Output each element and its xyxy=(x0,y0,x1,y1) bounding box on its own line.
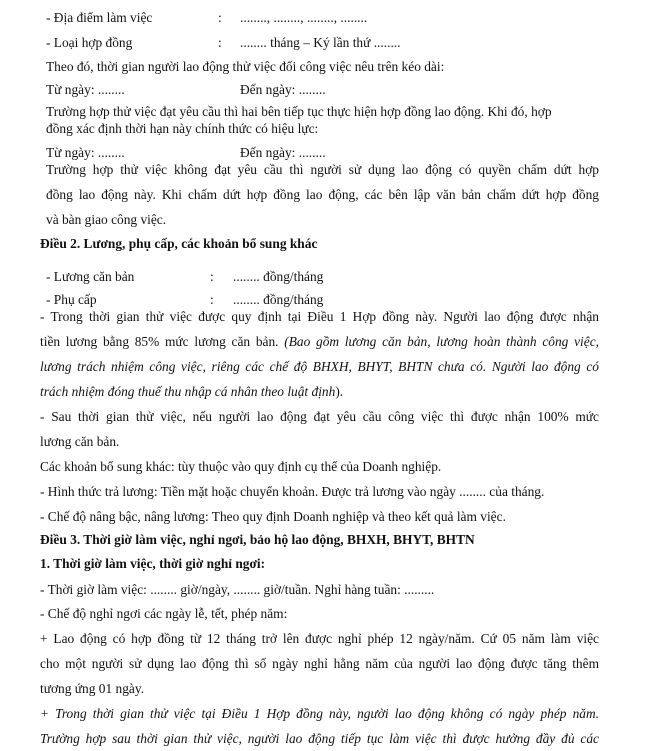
salary-probation-line-2-plain: tiền lương bằng 85% mức lương căn bản. xyxy=(40,334,285,349)
salary-probation-line-4 xyxy=(40,384,343,400)
extra-allowances: Các khoản bổ sung khác: tùy thuộc vào quy định cụ thể của Doanh nghiệp. xyxy=(40,459,442,474)
base-salary-colon: : xyxy=(210,269,214,284)
salary-after-probation-line-2: lương căn bản. xyxy=(40,434,120,449)
location-colon: : xyxy=(218,10,222,25)
probation-to-date: Đến ngày: ........ xyxy=(240,82,326,97)
allowance-value: ........ đồng/tháng xyxy=(233,292,324,307)
contract-type-colon: : xyxy=(218,35,222,50)
probation-fail-line-2: đồng lao động này. Khi chấm dứt hợp đồng lao động, các bên lập văn bản chấm dứt hợp đồng xyxy=(46,187,599,202)
base-salary-value: ........ đồng/tháng xyxy=(233,269,324,284)
article-2-heading: Điều 2. Lương, phụ cấp, các khoản bổ sung khác xyxy=(40,236,318,251)
annual-leave-line-3: tương ứng 01 ngày. xyxy=(40,681,145,696)
salary-probation-line-3: lương trách nhiệm công việc, riêng các chế độ BHXH, BHYT, BHTN chưa có. Người lao động có xyxy=(40,359,599,374)
allowance-colon: : xyxy=(210,292,214,307)
salary-probation-line-2-italic: (Bao gồm lương căn bản, lương hoàn thành công việc, xyxy=(284,334,600,349)
contract-to-date: Đến ngày: ........ xyxy=(240,145,326,160)
base-salary-label: - Lương căn bản xyxy=(46,269,135,284)
annual-leave-line-2: cho một người sử dụng lao động thì số ngày nghỉ hằng năm của người lao động được tăng thêm xyxy=(40,656,599,671)
probation-fail-line-1: Trường hợp thử việc không đạt yêu cầu thì người sử dụng lao động có quyền chấm dứt hợp xyxy=(46,162,599,177)
probation-leave-line-2: Trường hợp sau thời gian thử việc, người lao động tiếp tục làm việc thì được hưởng đầy đủ các xyxy=(40,731,599,746)
probation-from-date: Từ ngày: ........ xyxy=(46,82,125,97)
working-hours-subheading: 1. Thời giờ làm việc, thời giờ nghỉ ngơi: xyxy=(40,556,266,571)
probation-pass-line-1: Trường hợp thử việc đạt yêu cầu thì hai bên tiếp tục thực hiện hợp đồng lao động. Khi đó, hợp xyxy=(46,104,552,119)
salary-raise-policy: - Chế độ nâng bậc, nâng lương: Theo quy định Doanh nghiệp và theo kết quả làm việc. xyxy=(40,509,506,524)
annual-leave-line-1: + Lao động có hợp đồng từ 12 tháng trở lên được nghỉ phép 12 ngày/năm. Cứ 05 năm làm việc xyxy=(40,631,599,646)
probation-period-intro: Theo đó, thời gian người lao động thử việc đối công việc nêu trên kéo dài: xyxy=(46,59,445,74)
payment-method: - Hình thức trả lương: Tiền mặt hoặc chuyển khoản. Được trả lương vào ngày ........ của tháng. xyxy=(40,484,545,499)
probation-fail-line-3: và bàn giao công việc. xyxy=(46,212,167,227)
working-hours: - Thời giờ làm việc: ........ giờ/ngày, ........ giờ/tuần. Nghỉ hàng tuần: ......... xyxy=(40,582,435,597)
salary-probation-line-2 xyxy=(40,334,599,350)
salary-probation-line-4-italic: trách nhiệm đóng thuế thu nhập cá nhân theo luật định xyxy=(40,384,336,399)
probation-leave-line-1: + Trong thời gian thử việc tại Điều 1 Hợp đồng này, người lao động không có ngày phép năm. xyxy=(40,706,599,721)
salary-after-probation-line-1: - Sau thời gian thử việc, nếu người lao động đạt yêu cầu công việc thì được nhận 100% mức xyxy=(40,409,599,424)
contract-type-label: - Loại hợp đồng xyxy=(46,35,133,50)
allowance-label: - Phụ cấp xyxy=(46,292,97,307)
location-label: - Địa điểm làm việc xyxy=(46,10,153,25)
contract-from-date: Từ ngày: ........ xyxy=(46,145,125,160)
salary-probation-line-1: - Trong thời gian thử việc được quy định tại Điều 1 Hợp đồng này. Người lao động được nhận xyxy=(40,309,599,324)
salary-probation-line-4-plain: ). xyxy=(335,384,344,399)
location-value: ........, ........, ........, ........ xyxy=(240,10,368,25)
probation-pass-line-2: đồng xác định thời hạn này chính thức có hiệu lực: xyxy=(46,121,319,136)
holiday-policy: - Chế độ nghỉ ngơi các ngày lễ, tết, phép năm: xyxy=(40,606,288,621)
contract-type-value: ........ tháng – Ký lần thứ ........ xyxy=(240,35,401,50)
article-3-heading: Điều 3. Thời giờ làm việc, nghỉ ngơi, bảo hộ lao động, BHXH, BHYT, BHTN xyxy=(40,532,475,547)
